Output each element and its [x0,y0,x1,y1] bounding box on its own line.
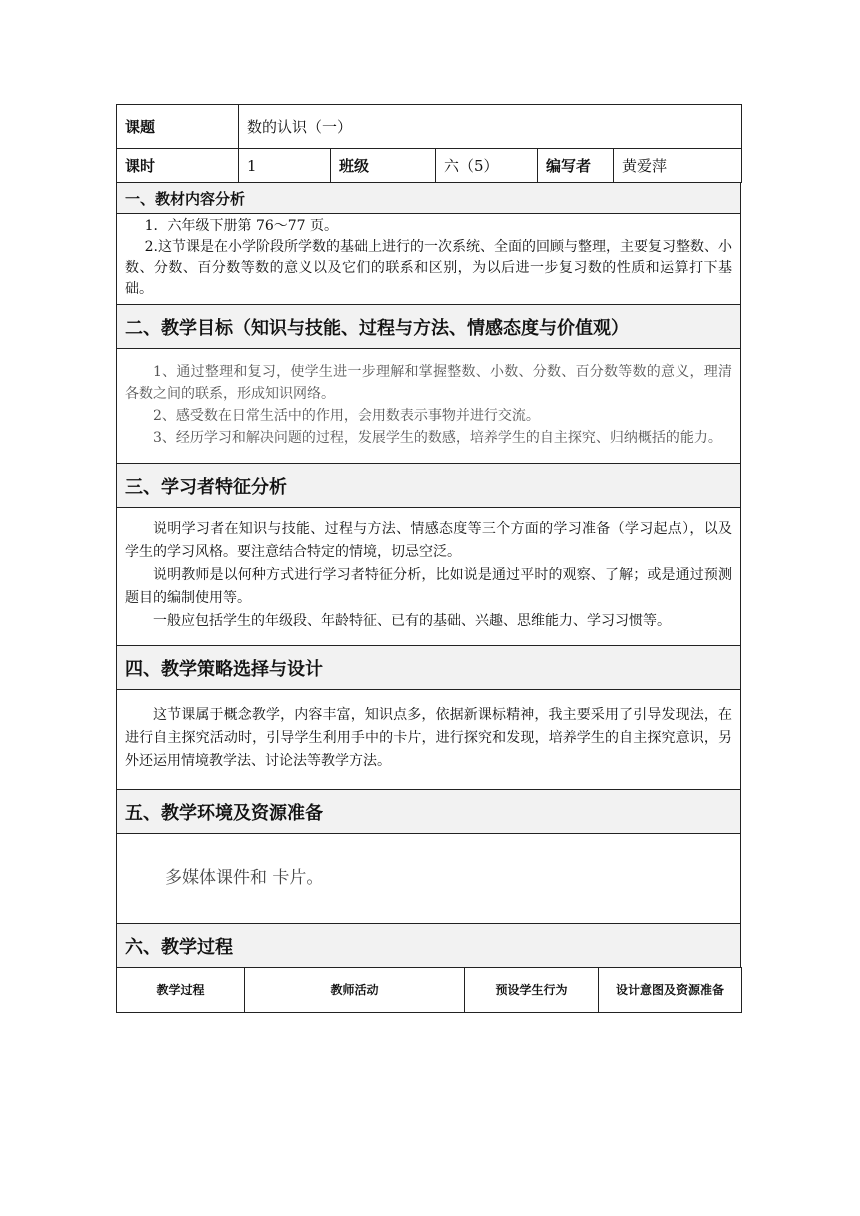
section-1-body [117,214,741,305]
section-5-paragraph: 多媒体课件和 卡片。 [165,867,324,888]
section-3-title: 三、学习者特征分析 [117,464,741,508]
section-2-paragraph: 1、通过整理和复习，使学生进一步理解和掌握整数、小数、分数、百分数等数的意义，理清各数之间的联系，形成知识网络。 [125,364,732,402]
period-value: 1 [239,149,331,183]
process-table [116,967,742,1013]
section-2-title: 二、教学目标（知识与技能、过程与方法、情感态度与价值观） [117,305,741,349]
topic-label: 课题 [117,105,239,149]
design-intent-column-header: 设计意图及资源准备 [599,968,742,1013]
topic-value: 数的认识（一） [239,105,742,149]
process-column-header: 教学过程 [117,968,245,1013]
section-3-paragraph: 一般应包括学生的年级段、年龄特征、已有的基础、兴趣、思维能力、学习习惯等。 [153,613,671,629]
class-label: 班级 [331,149,436,183]
section-5-body [117,834,741,924]
teacher-activity-column-header: 教师活动 [245,968,465,1013]
section-1-title: 一、教材内容分析 [117,183,741,214]
section-3-paragraph: 说明教师是以何种方式进行学习者特征分析，比如说是通过平时的观察、了解；或是通过预测题目的编制使用等。 [125,567,732,606]
section-4-title: 四、教学策略选择与设计 [117,646,741,690]
section-3-paragraph: 说明学习者在知识与技能、过程与方法、情感态度等三个方面的学习准备（学习起点），以及学生的学习风格。要注意结合特定的情境，切忌空泛。 [125,521,732,560]
section-4-paragraph: 这节课属于概念教学，内容丰富，知识点多，依据新课标精神，我主要采用了引导发现法，在进行自主探究活动时，引导学生利用手中的卡片，进行探究和发现，培养学生的自主探究意识，另外还运用情境教学法、讨论法等教学方法。 [125,707,732,769]
section-2-paragraph: 3、经历学习和解决问题的过程，发展学生的数感，培养学生的自主探究、归纳概括的能力。 [153,430,722,446]
section-4-body [117,690,741,790]
author-value: 黄爱萍 [614,149,742,183]
student-behavior-column-header: 预设学生行为 [465,968,599,1013]
lesson-plan-document [116,104,741,1013]
period-label: 课时 [117,149,239,183]
author-label: 编写者 [538,149,614,183]
section-1-paragraph: 2.这节课是在小学阶段所学数的基础上进行的一次系统、全面的回顾与整理，主要复习整数、小数、分数、百分数等数的意义以及它们的联系和区别，为以后进一步复习数的性质和运算打下基础。 [125,239,732,297]
section-3-body [117,508,741,646]
lesson-info-table [116,104,742,183]
lesson-sections-table [116,182,741,968]
section-1-paragraph: 1．六年级下册第 76～77 页。 [144,218,339,234]
section-5-title: 五、教学环境及资源准备 [117,790,741,834]
section-2-paragraph: 2、感受数在日常生活中的作用，会用数表示事物并进行交流。 [153,408,540,424]
class-value: 六（5） [436,149,538,183]
section-2-body [117,349,741,464]
section-6-title: 六、教学过程 [117,924,741,968]
